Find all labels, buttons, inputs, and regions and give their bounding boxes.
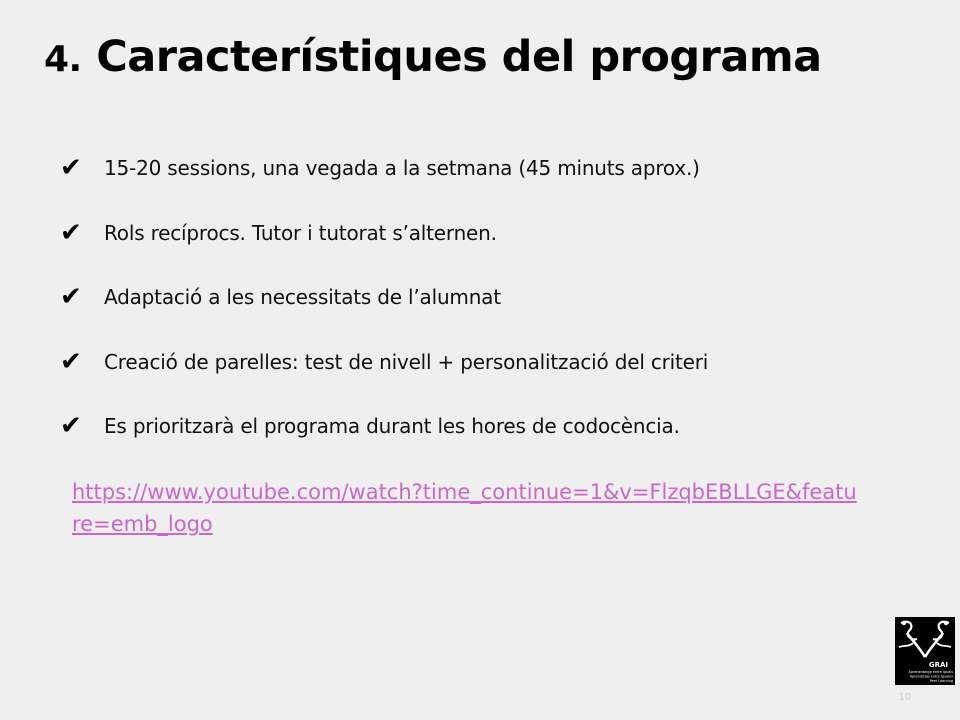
bullet-text: Rols recíprocs. Tutor i tutorat s’alternen. [104, 220, 497, 245]
list-item [60, 150, 708, 186]
checkmark-icon: ✔ [60, 282, 82, 312]
list-item [60, 344, 708, 380]
bullet-text: Es prioritzarà el programa durant les hores de codocència. [104, 414, 680, 438]
checkmark-icon: ✔ [60, 153, 82, 183]
title-number: 4. [44, 39, 82, 80]
logo-name: GRAI [928, 661, 948, 669]
list-item [60, 408, 708, 444]
bullet-list [60, 150, 708, 473]
checkmark-icon: ✔ [60, 217, 82, 248]
bullet-text: 15-20 sessions, una vegada a la setmana (45 minuts aprox.) [104, 156, 700, 180]
checkmark-icon: ✔ [60, 346, 82, 377]
logo-line-3: Peer Learning [929, 679, 953, 683]
title-text: Característiques del programa [96, 32, 822, 82]
checkmark-icon: ✔ [60, 411, 82, 441]
grai-logo [895, 617, 955, 685]
logo-line-1: Aprenentatge entre Iguals [908, 670, 953, 674]
bullet-text: Creació de parelles: test de nivell + personalització del criteri [104, 349, 709, 374]
grai-logo-graphic [895, 617, 955, 685]
slide-title [44, 32, 822, 82]
list-item [60, 279, 708, 315]
youtube-video-link[interactable]: https://www.youtube.com/watch?time_continue=1&v=FlzqbEBLLGE&feature=emb_logo [72, 480, 857, 536]
list-item [60, 215, 708, 251]
bullet-text: Adaptació a les necessitats de l’alumnat [104, 285, 501, 309]
logo-line-2: Aprendizaje entre Iguales [909, 674, 953, 679]
page-number: 10 [898, 692, 912, 703]
